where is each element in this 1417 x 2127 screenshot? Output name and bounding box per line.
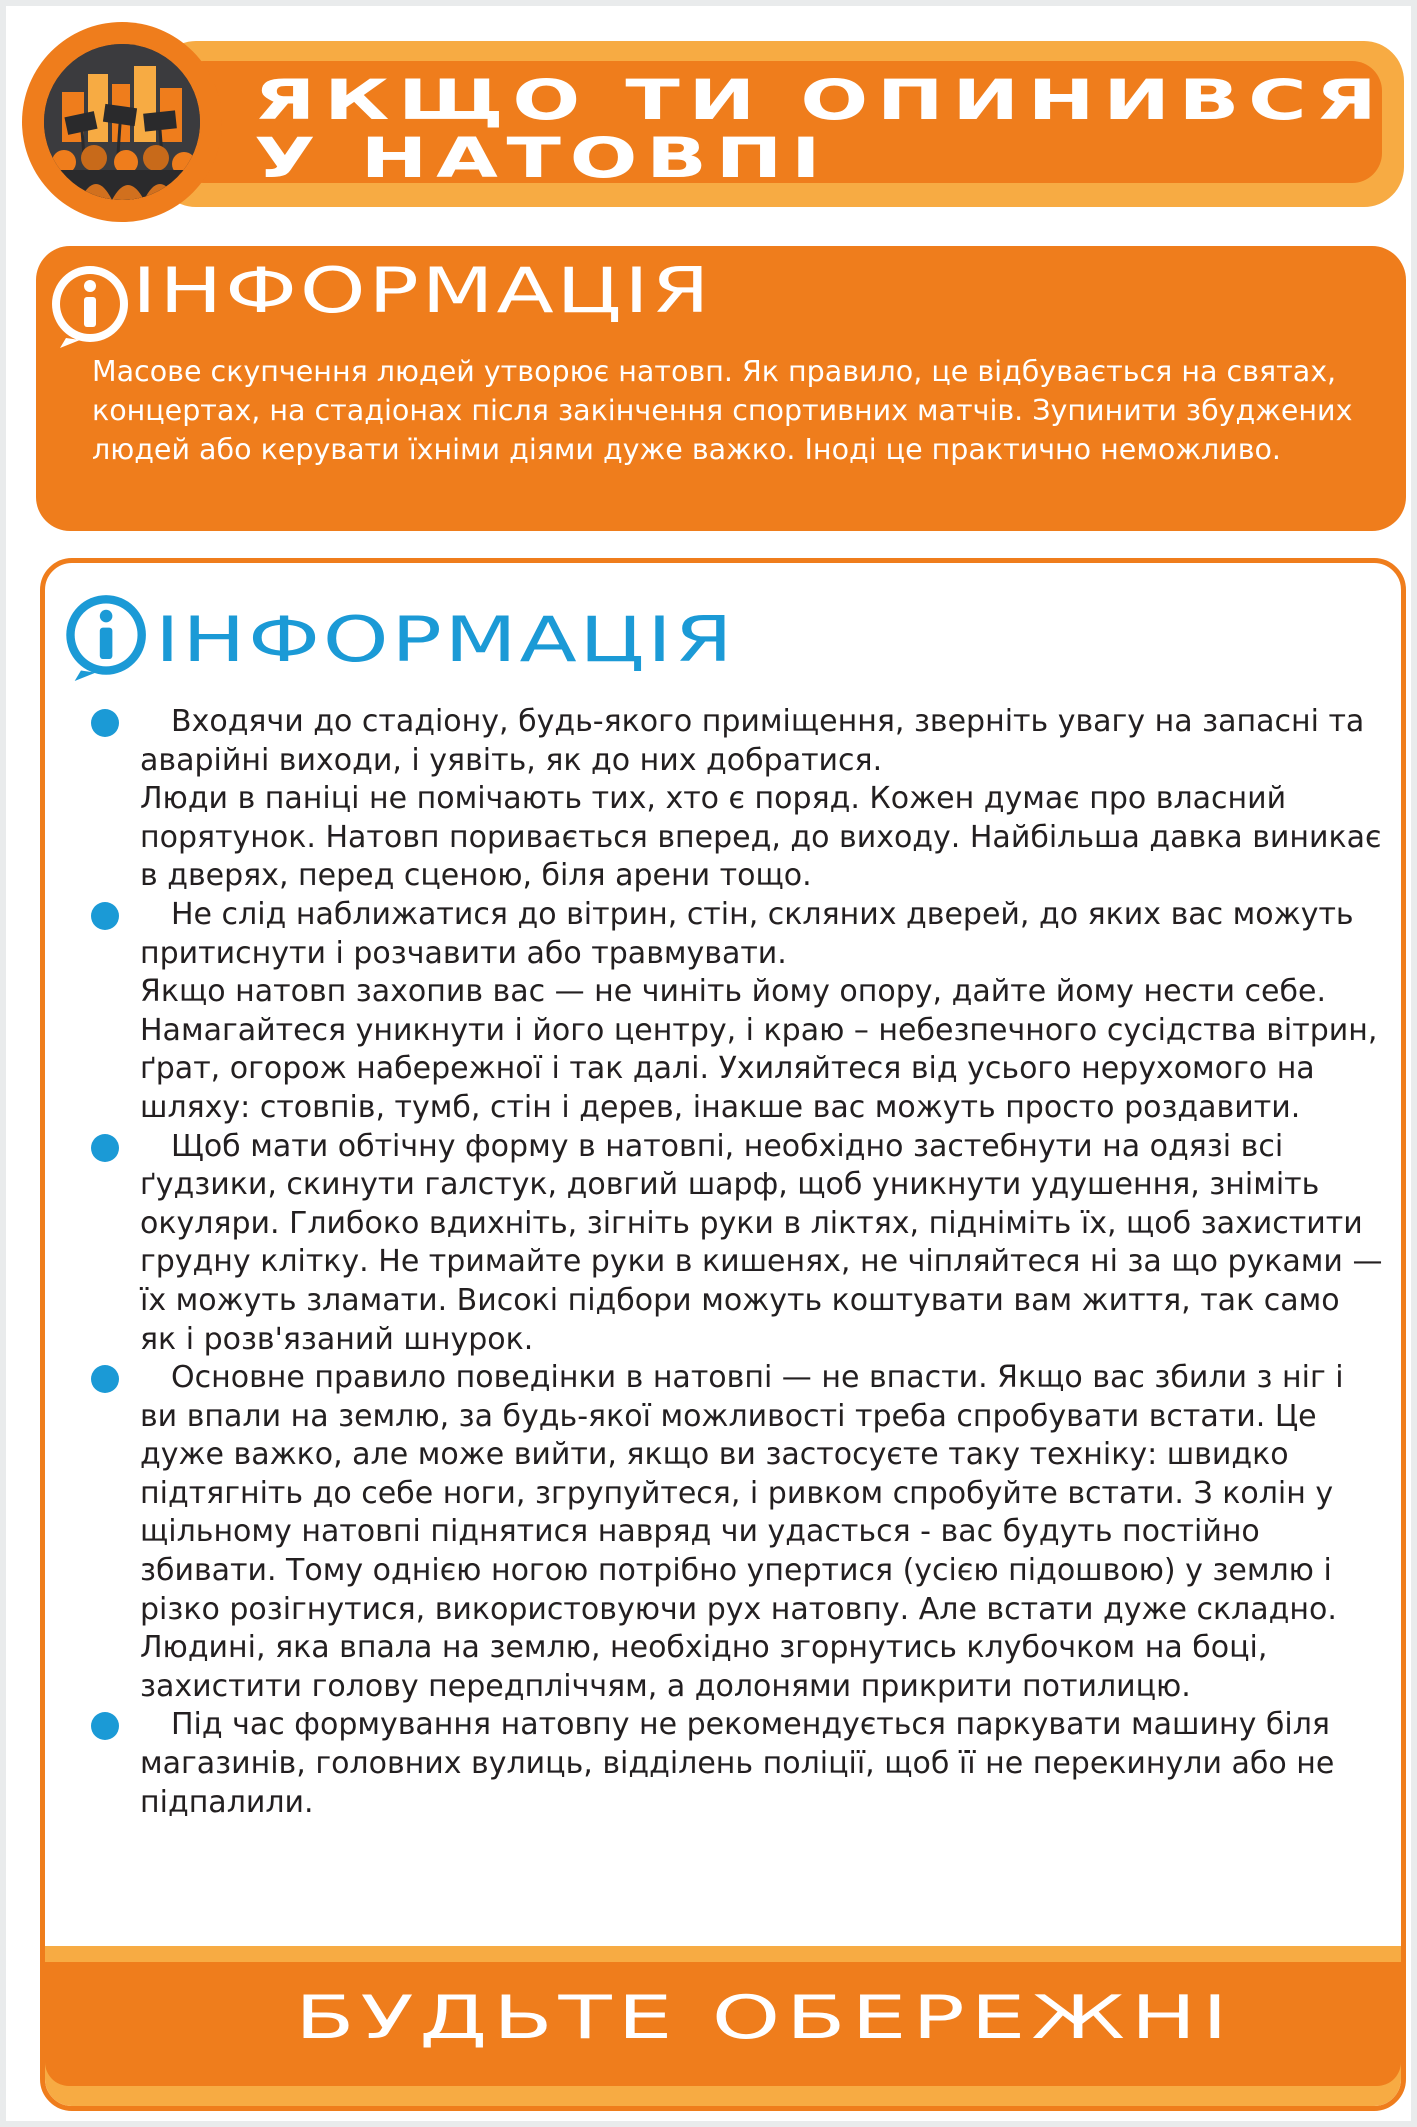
title-line-1: ЯКЩО ТИ ОПИНИВСЯ (254, 68, 1386, 132)
bullet-icon (91, 709, 119, 737)
list-item (45, 1359, 1395, 1706)
list-item (45, 1706, 1395, 1822)
list-item (45, 1128, 1395, 1360)
item-paragraph: Люди в паніці не помічають тих, хто є поряд. Кожен думає про власний порятунок. Натовп поривається вперед, до виходу. Найбільша давка виникає в дверях, перед сценою, біля арени тощо. (140, 781, 1382, 894)
footer-banner (45, 1946, 1401, 2106)
item-paragraph: Якщо натовп захопив вас — не чиніть йому опору, дайте йому нести себе. Намагайтеся уникнути і його центру, і краю – небезпечного сусідства вітрин, ґрат, огорож набережної і так далі. Ухиляйтеся від усього нерухомого на шляху: стовпів, тумб, стін і дерев, інакше вас можуть просто роздавити. (140, 974, 1378, 1125)
bullet-icon (91, 1365, 119, 1393)
info-bubble-icon (60, 593, 144, 677)
page-title (254, 68, 1386, 190)
item-paragraph: Основне правило поведінки в натовпі — не впасти. Якщо вас збили з ніг і ви впали на землю, за будь-якої можливості треба спробувати встати. Це дуже важко, але може вийти, якщо ви застосуєте таку техніку: швидко підтягніть до себе ноги, згрупуйтеся, і ривком спробуйте встати. З колін у щільному натовпі піднятися навряд чи удасться - вас будуть постійно збивати. Тому однією ногою потрібно упертися (усією підошвою) у землю і різко розігнутися, використовуючи рух натовпу. Але встати дуже складно. Людині, яка впала на землю, необхідно згорнутись клубочком на боці, захистити голову передпліччям, а долонями прикрити потилицю. (140, 1360, 1344, 1704)
item-paragraph: Входячи до стадіону, будь-якого приміщення, зверніть увагу на запасні та аварійні виходи, і уявіть, як до них добратися. (140, 704, 1365, 778)
list-item (45, 703, 1395, 896)
info-heading-1: ІНФОРМАЦІЯ (132, 254, 713, 327)
info-intro-text: Масове скупчення людей утворює натовп. Як правило, це відбувається на святах, концертах, на стадіонах після закінчення спортивних матчів. Зупинити збуджених людей або керувати їхніми діями дуже важко. Іноді це практично неможливо. (92, 355, 1353, 466)
title-banner-inner (174, 61, 1386, 190)
info-block-rules (40, 558, 1406, 2111)
title-line-2: У НАТОВПІ (254, 126, 830, 190)
item-paragraph: Не слід наближатися до вітрин, стін, скляних дверей, до яких вас можуть притиснути і розчавити або травмувати. (140, 896, 1354, 971)
item-paragraph: Під час формування натовпу не рекомендується паркувати машину біля магазинів, головних вулиць, відділень поліції, щоб її не перекинули або не підпалили. (140, 1707, 1335, 1820)
list-item (45, 896, 1395, 1128)
poster (6, 6, 1411, 2121)
bullet-icon (91, 902, 119, 930)
item-paragraph: Щоб мати обтічну форму в натовпі, необхідно застебнути на одязі всі ґудзики, скинути галстук, довгий шарф, щоб уникнути удушення, зніміть окуляри. Глибоко вдихніть, зігніть руки в ліктях, підніміть їх, щоб захистити грудну клітку. Не тримайте руки в кишенях, не чіпляйтеся ні за що руками — їх можуть зламати. Високі підбори можуть коштувати вам життя, так само як і розв'язаний шнурок. (140, 1128, 1383, 1357)
rules-list (45, 703, 1395, 1822)
title-banner (156, 41, 1404, 207)
info-heading-2: ІНФОРМАЦІЯ (155, 603, 736, 676)
bullet-icon (91, 1134, 119, 1162)
crowd-protest-icon (44, 44, 200, 200)
footer-banner-inner (45, 1962, 1401, 2086)
info-block-intro (36, 246, 1406, 531)
emblem (22, 22, 222, 222)
info-bubble-icon (46, 264, 130, 348)
bullet-icon (91, 1712, 119, 1740)
footer-warning: БУДЬТЕ ОБЕРЕЖНІ (295, 1983, 1234, 2053)
